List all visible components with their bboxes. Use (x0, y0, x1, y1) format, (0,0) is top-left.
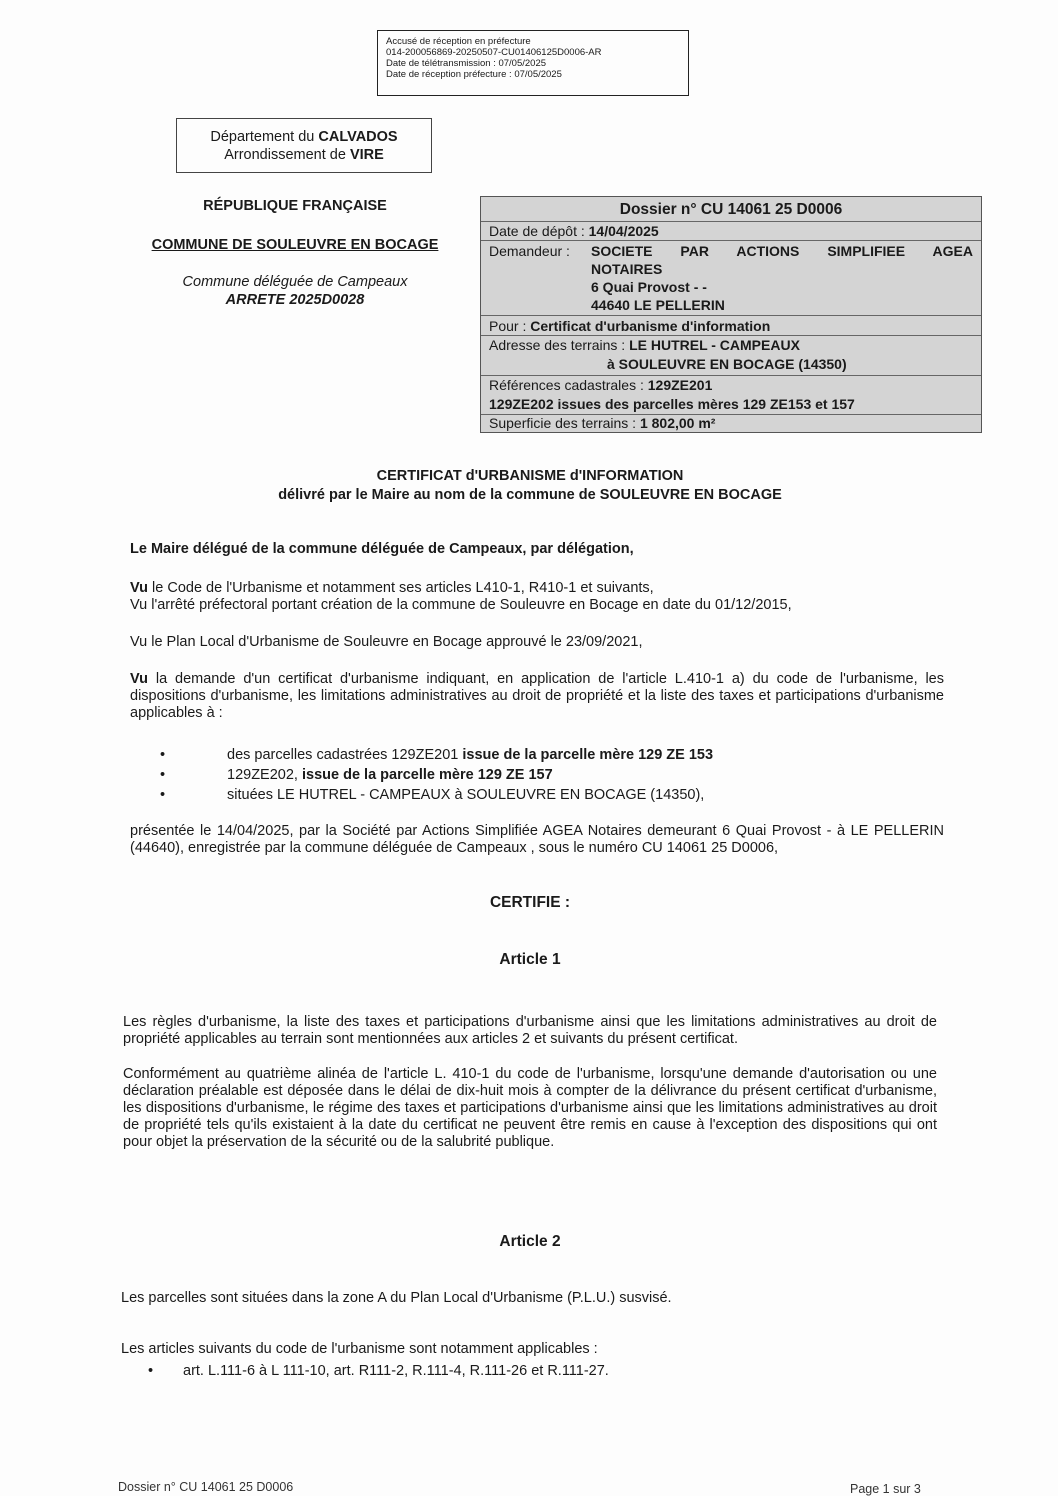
deleguee-name: Campeaux (337, 274, 408, 290)
article1-heading: Article 1 (499, 951, 561, 968)
arrondissement-prefix: Arrondissement de (224, 147, 350, 163)
commune-deleguee (130, 273, 460, 309)
refs-line: 129ZE201 (647, 377, 713, 393)
demandeur-line: NOTAIRES (591, 261, 663, 277)
list-item (160, 785, 860, 805)
parcel-text: 129ZE202, (227, 767, 302, 783)
date-label: Date de dépôt : (489, 223, 589, 239)
department-box (176, 118, 432, 173)
arrondissement-name: VIRE (349, 147, 384, 163)
parcel-location: situées LE HUTREL - CAMPEAUX à SOULEUVRE EN BOCAGE (14350), (227, 787, 705, 803)
parcel-origin: issue de la parcelle mère 129 ZE 153 (462, 747, 714, 763)
dossier-refs-row (481, 376, 981, 415)
article1-paragraph: Les règles d'urbanisme, la liste des taxes et participations d'urbanisme ainsi que les limitations administratives au droit de propriété applicables au terrain sont mentionnées aux articles 2 et suivants du présent certificat. (123, 1014, 937, 1047)
dossier-box (480, 196, 982, 433)
footer-dossier: Dossier n° CU 14061 25 D0006 (118, 1480, 294, 1494)
presentee-paragraph: présentée le 14/04/2025, par la Société par Actions Simplifiée AGEA Notaires demeurant 6 Quai Provost - à LE PELLERIN (44640), enregistrée par la commune déléguée de Campeaux , sous le numéro CU 14061 25 D0006, (130, 823, 944, 856)
certificate-title-line: CERTIFICAT d'URBANISME d'INFORMATION (376, 468, 684, 484)
footer-page-number: Page 1 sur 3 (850, 1482, 921, 1496)
article2-paragraph: Les parcelles sont situées dans la zone A du Plan Local d'Urbanisme (P.L.U.) susvisé. (121, 1290, 672, 1306)
dossier-title: Dossier n° CU 14061 25 D0006 (481, 197, 981, 222)
certificate-title (130, 467, 930, 505)
dossier-adresse-row (481, 336, 981, 376)
parcel-list (160, 745, 860, 805)
article2-heading: Article 2 (499, 1233, 561, 1250)
demandeur-line: SOCIETE PAR ACTIONS SIMPLIFIEE AGEA (591, 243, 973, 259)
vu-arrete-text: Vu l'arrêté préfectoral portant création de la commune de Souleuvre en Bocage en date du 01/12/2015, (130, 597, 792, 613)
intro-paragraph: Le Maire délégué de la commune déléguée de Campeaux, par délégation, (130, 541, 634, 557)
parcel-text: des parcelles cadastrées 129ZE201 (227, 747, 463, 763)
dossier-date-row (481, 222, 981, 241)
demandeur-label: Demandeur : (489, 243, 570, 259)
date-value: 14/04/2025 (588, 223, 659, 239)
refs-label: Références cadastrales : (489, 377, 648, 393)
pour-label: Pour : (489, 318, 531, 334)
certificate-subtitle-line: délivré par le Maire au nom de la commune de SOULEUVRE EN BOCAGE (278, 487, 782, 503)
list-item: • art. L.111-6 à L 111-10, art. R111-2, R.111-4, R.111-26 et R.111-27. (148, 1361, 848, 1381)
receipt-line: Accusé de réception en préfecture (386, 36, 531, 47)
prefecture-receipt-box (377, 30, 689, 96)
superficie-value: 1 802,00 m² (639, 415, 716, 431)
certifie-heading: CERTIFIE : (489, 894, 571, 911)
republic-heading: RÉPUBLIQUE FRANÇAISE (203, 198, 387, 214)
arrondissement-line (177, 146, 431, 164)
adresse-line: à SOULEUVRE EN BOCAGE (14350) (607, 356, 847, 372)
demandeur-line: 44640 LE PELLERIN (591, 297, 725, 313)
department-line (177, 128, 431, 146)
dossier-pour-row (481, 316, 981, 336)
vu-text: la demande d'un certificat d'urbanisme indiquant, en application de l'article L.410-1 a) du code de l'urbanisme, les dispositions d'urbanisme, les limitations administratives au droit de propriété et la liste des taxes et participations d'urbanisme applicables à : (130, 671, 944, 721)
adresse-label: Adresse des terrains : (489, 337, 630, 353)
vu-plu-paragraph: Vu le Plan Local d'Urbanisme de Souleuvre en Bocage approuvé le 23/09/2021, (130, 634, 643, 650)
superficie-label: Superficie des terrains : (489, 415, 640, 431)
receipt-line: Date de réception préfecture : 07/05/2025 (386, 69, 562, 80)
refs-line: 129ZE202 issues des parcelles mères 129 ZE153 et 157 (489, 396, 855, 412)
dossier-superficie-row (481, 415, 981, 432)
department-name: CALVADOS (318, 129, 398, 145)
dossier-demandeur-row (481, 241, 981, 316)
pour-value: Certificat d'urbanisme d'information (530, 318, 771, 334)
vu-label: Vu (130, 580, 148, 596)
demandeur-line: 6 Quai Provost - - (591, 279, 707, 295)
adresse-line: LE HUTREL - CAMPEAUX (629, 337, 800, 353)
article1-paragraph: Conformément au quatrième alinéa de l'article L. 410-1 du code de l'urbanisme, lorsqu'une demande d'autorisation ou une déclaration préalable est déposée dans le délai de dix-huit mois à compter de la délivrance du présent certificat d'urbanisme, les dispositions d'urbanisme, le régime des taxes et participations d'urbanisme ainsi que les limitations administratives au droit de propriété tels qu'ils existaient à la date du certificat ne peuvent être remis en cause à l'exception des dispositions qui ont pour objet la préservation de la sécurité ou de la salubrité publique. (123, 1066, 937, 1150)
receipt-line: Date de télétransmission : 07/05/2025 (386, 58, 547, 69)
list-item (160, 745, 860, 765)
articles-list (148, 1361, 848, 1381)
vu-demande-paragraph (130, 671, 944, 722)
parcel-origin: issue de la parcelle mère 129 ZE 157 (301, 767, 553, 783)
commune-heading: COMMUNE DE SOULEUVRE EN BOCAGE (151, 237, 439, 253)
vu-text: le Code de l'Urbanisme et notamment ses articles L410-1, R410-1 et suivants, (148, 580, 654, 596)
deleguee-prefix: Commune déléguée de (182, 274, 338, 290)
list-item (160, 765, 860, 785)
department-prefix: Département du (210, 129, 319, 145)
receipt-line: 014-200056869-20250507-CU01406125D0006-AR (386, 47, 602, 58)
vu-code-paragraph (130, 580, 944, 614)
article2-paragraph: Les articles suivants du code de l'urbanisme sont notamment applicables : (121, 1341, 598, 1357)
arrete-number: ARRETE 2025D0028 (225, 292, 365, 308)
vu-label: Vu (130, 671, 148, 687)
